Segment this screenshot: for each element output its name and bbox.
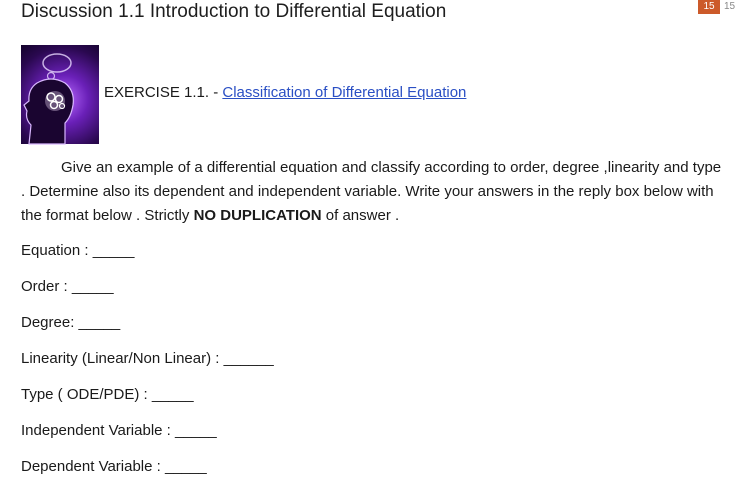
brain-gears-head-image bbox=[21, 45, 99, 144]
degree-field-label: Degree: _____ bbox=[21, 314, 121, 331]
instructions-text: Give an example of a differential equation and classify according to order, degree ,linearity and type . Determine also its dependent and independent variable. Write your answers in the reply box below with the format below . Strictly bbox=[21, 159, 722, 224]
classification-link[interactable]: Classification of Differential Equation bbox=[222, 84, 467, 101]
exercise-heading bbox=[104, 84, 466, 101]
equation-field-label: Equation : _____ bbox=[21, 242, 135, 259]
exercise-label: EXERCISE 1.1. - bbox=[104, 84, 223, 101]
next-page-number[interactable]: 15 bbox=[724, 1, 735, 12]
dependent-variable-field-label: Dependent Variable : _____ bbox=[21, 458, 207, 475]
linearity-field-label: Linearity (Linear/Non Linear) : ______ bbox=[21, 350, 274, 367]
head-silhouette-icon bbox=[21, 45, 99, 144]
no-duplication-text: NO DUPLICATION bbox=[193, 207, 322, 224]
order-field-label: Order : _____ bbox=[21, 278, 114, 295]
type-field-label: Type ( ODE/PDE) : _____ bbox=[21, 386, 194, 403]
instructions-tail-text: of answer . bbox=[321, 207, 400, 224]
discussion-title: Discussion 1.1 Introduction to Differential Equation bbox=[21, 1, 447, 22]
independent-variable-field-label: Independent Variable : _____ bbox=[21, 422, 217, 439]
page-number-badge[interactable]: 15 bbox=[698, 0, 720, 14]
instructions-paragraph bbox=[21, 156, 726, 228]
